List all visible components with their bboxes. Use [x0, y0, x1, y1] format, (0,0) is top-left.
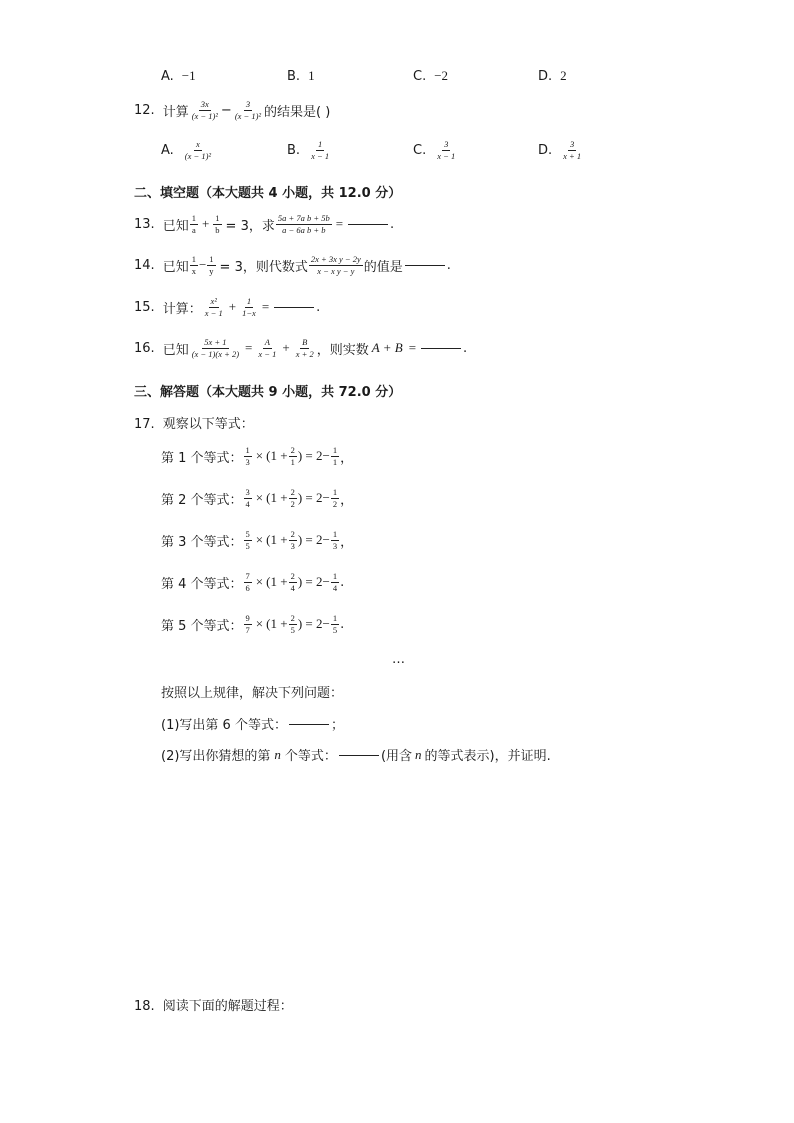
q17-equation-1: 第 1 个等式： $\frac{1}{3}$ × (1 + $\frac{2}{1}$ ) = 2− $\frac{1}{1}$ ， [161, 445, 354, 467]
question-17-title: 17. 观察以下等式： [134, 417, 254, 432]
section-fill-in-heading: 二、填空题（本大题共 4 小题，共 12.0 分） [134, 186, 402, 201]
eq-fraction-a: $\frac{1}{3}$ [245, 445, 250, 467]
q12-option-d: D. $\frac{3}{x + 1}$ [538, 139, 582, 161]
eq-fraction-a: $\frac{3}{4}$ [245, 487, 250, 509]
q17-equation-3: 第 3 个等式： $\frac{5}{5}$ × (1 + $\frac{2}{3}$ ) = 2− $\frac{1}{3}$ ， [161, 529, 354, 551]
q17-sub2-answer-blank [339, 754, 379, 756]
section-solution-heading: 三、解答题（本大题共 9 小题，共 72.0 分） [134, 385, 402, 400]
eq-fraction-b: $\frac{2}{1}$ [290, 445, 295, 467]
q12-fraction-2: $\frac{3}{\text{(x − 1)²}}$ [234, 99, 262, 121]
eq-fraction-c: $\frac{1}{4}$ [332, 571, 338, 593]
q16-answer-blank [421, 347, 461, 349]
q17-equation-5: 第 5 个等式： $\frac{9}{7}$ × (1 + $\frac{2}{5}$ ) = 2− $\frac{1}{5}$ . [161, 613, 345, 635]
eq-fraction-a: $\frac{5}{5}$ [245, 529, 250, 551]
eq-fraction-a: $\frac{7}{6}$ [245, 571, 250, 593]
q17-sub1-answer-blank [289, 723, 329, 725]
q11-option-d: D. 2 [538, 68, 567, 84]
q12-option-b: B. $\frac{1}{x - 1}$ [287, 139, 330, 161]
q17-sub-question-2: (2)写出你猜想的第 n 个等式： (用含 n 的等式表示)，并证明. [161, 746, 551, 764]
q12-option-c: C. $\frac{3}{x - 1}$ [413, 139, 456, 161]
eq-fraction-c: $\frac{1}{2}$ [332, 487, 338, 509]
eq-fraction-b: $\frac{2}{3}$ [290, 529, 295, 551]
eq-fraction-b: $\frac{2}{4}$ [290, 571, 295, 593]
eq-fraction-c: $\frac{1}{5}$ [332, 613, 338, 635]
question-18: 18. 阅读下面的解题过程： [134, 999, 293, 1014]
q17-instruction: 按照以上规律，解决下列问题： [161, 686, 344, 701]
q15-answer-blank [274, 306, 314, 308]
q17-equation-4: 第 4 个等式： $\frac{7}{6}$ × (1 + $\frac{2}{4}$ ) = 2− $\frac{1}{4}$ . [161, 571, 345, 593]
q12-fraction-1: $\frac{3x}{\text{(x − 1)²}}$ [191, 99, 218, 121]
q17-sub-question-1: (1)写出第 6 个等式： ； [161, 718, 344, 733]
eq-fraction-c: $\frac{1}{1}$ [332, 445, 338, 467]
q11-option-b: B. 1 [287, 68, 315, 84]
q12-option-a: A. $\frac{x}{\text{(x − 1)²}}$ [161, 139, 212, 161]
eq-fraction-b: $\frac{2}{2}$ [290, 487, 295, 509]
eq-fraction-a: $\frac{9}{7}$ [245, 613, 250, 635]
question-15: 15. 计算： $\frac{\text{x²}}{x - 1}$ + $\frac{1}{1-x}$ = . [134, 296, 321, 318]
eq-fraction-b: $\frac{2}{5}$ [290, 613, 295, 635]
question-14: 14. 已知 $\frac{1}{x}$ − $\frac{1}{y}$ = 3，则代数式 $\frac{\text{2x + 3x y − 2y}}{\text{x − x y − y}}$ 的值是 . [134, 254, 451, 276]
question-16: 16. 已知 $\frac{5x + 1}{(x - 1)(x + 2)}$ = $\frac{A}{x - 1}$ + $\frac{B}{x + 2}$ ，则实数 A + B = . [134, 337, 468, 359]
q17-equation-2: 第 2 个等式： $\frac{3}{4}$ × (1 + $\frac{2}{2}$ ) = 2− $\frac{1}{2}$ ， [161, 487, 354, 509]
question-12: 12. 计算 $\frac{3x}{\text{(x − 1)²}}$ − $\frac{3}{\text{(x − 1)²}}$ 的结果是( ) [134, 99, 331, 121]
question-13: 13. 已知 $\frac{1}{a}$ + $\frac{1}{b}$ = 3，求 $\frac{\text{5a + 7a b + 5b}}{\text{a − 6a b + b}}$ = . [134, 213, 395, 235]
q14-answer-blank [405, 264, 445, 266]
eq-fraction-c: $\frac{1}{3}$ [332, 529, 338, 551]
q11-option-c: C. −2 [413, 68, 449, 84]
q13-answer-blank [348, 223, 388, 225]
q17-ellipsis: … [392, 652, 405, 667]
q11-option-a: A. −1 [161, 68, 196, 84]
